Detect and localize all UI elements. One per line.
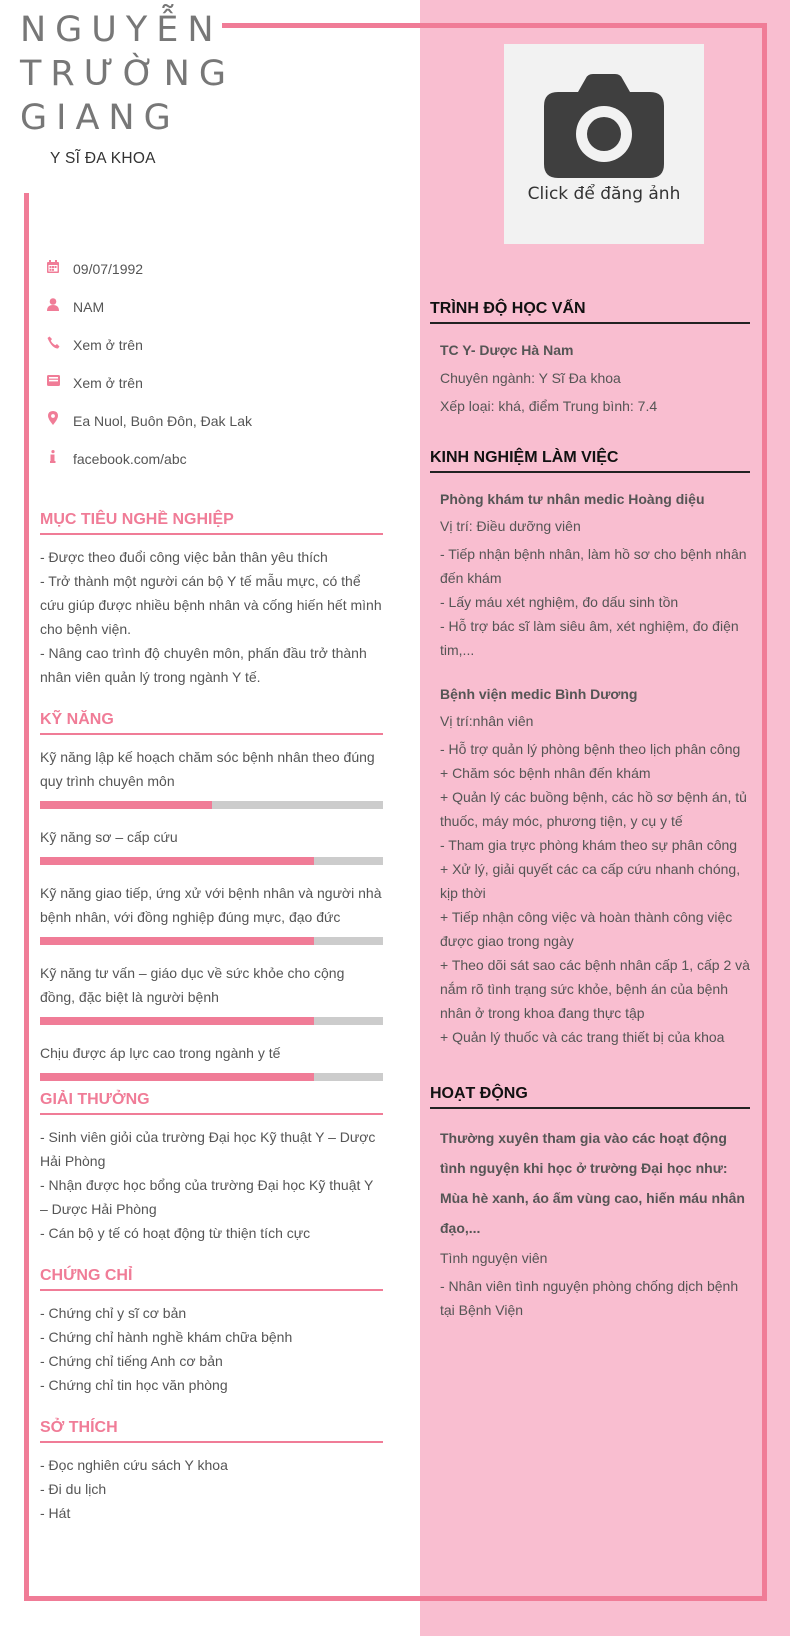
frame-right-line <box>762 23 767 1601</box>
photo-caption: Click để đăng ảnh <box>527 184 681 204</box>
objective-line: - Nâng cao trình độ chuyên môn, phấn đầu trở thành nhân viên quản lý trong ngành Y tế. <box>40 645 367 685</box>
skill-name: Kỹ năng sơ – cấp cứu <box>40 829 178 845</box>
job-company: Bệnh viện medic Bình Dương <box>440 686 638 702</box>
skills-title: KỸ NĂNG <box>40 711 383 735</box>
contact-text: Ea Nuol, Buôn Đôn, Đak Lak <box>73 413 252 429</box>
skill-name: Kỹ năng tư vấn – giáo dục về sức khỏe cho cộng đồng, đặc biệt là người bệnh <box>40 965 345 1005</box>
contact-list <box>46 258 386 486</box>
certificate-line: - Chứng chỉ tiếng Anh cơ bản <box>40 1353 223 1369</box>
education-major: Chuyên ngành: Y Sĩ Đa khoa <box>440 370 621 386</box>
award-line: - Cán bộ y tế có hoạt động từ thiện tích cực <box>40 1225 311 1241</box>
candidate-name[interactable] <box>20 8 235 140</box>
job-position: Vị trí: Điều dưỡng viên <box>440 518 581 534</box>
job-position: Vị trí:nhân viên <box>440 713 534 729</box>
skill-bar <box>40 857 383 865</box>
frame-bottom-line <box>24 1596 767 1601</box>
job-duties <box>440 542 750 662</box>
skill-bar-fill <box>40 857 314 865</box>
awards-title: GIẢI THƯỞNG <box>40 1091 383 1115</box>
section-experience <box>430 449 750 1049</box>
duty-line: + Quản lý các buồng bệnh, các hồ sơ bệnh án, tủ thuốc, máy móc, phương tiện, y cụ y tế <box>440 789 747 829</box>
contact-facebook[interactable] <box>46 448 386 486</box>
award-line: - Nhận được học bổng của trường Đại học Kỹ thuật Y – Dược Hải Phòng <box>40 1177 374 1217</box>
section-awards <box>40 1091 383 1245</box>
experience-job[interactable] <box>430 682 750 1049</box>
skill-item[interactable] <box>40 825 383 865</box>
duty-line: + Tiếp nhận công việc và hoàn thành công việc được giao trong ngày <box>440 909 733 949</box>
contact-birthdate[interactable] <box>46 258 386 296</box>
contact-text: NAM <box>73 299 105 315</box>
education-title: TRÌNH ĐỘ HỌC VẤN <box>430 300 750 324</box>
duty-line: + Chăm sóc bệnh nhân đến khám <box>440 765 651 781</box>
section-education <box>430 300 750 418</box>
duty-line: - Tham gia trực phòng khám theo sự phân công <box>440 837 738 853</box>
education-school: TC Y- Dược Hà Nam <box>440 342 574 358</box>
skill-item[interactable] <box>40 1041 383 1081</box>
name-line: TRƯỜNG <box>20 54 235 94</box>
email-icon <box>46 372 73 390</box>
duty-line: - Hỗ trợ bác sĩ làm siêu âm, xét nghiệm, đo điện tim,... <box>440 618 739 658</box>
section-activities <box>430 1085 750 1322</box>
duty-line: - Lấy máu xét nghiệm, đo dấu sinh tồn <box>440 594 679 610</box>
calendar-icon <box>46 258 73 276</box>
contact-text: 09/07/1992 <box>73 261 144 277</box>
skill-item[interactable] <box>40 745 383 809</box>
activity-entry[interactable] <box>430 1123 750 1322</box>
duty-line: + Quản lý thuốc và các trang thiết bị của khoa <box>440 1029 725 1045</box>
objective-body[interactable] <box>40 545 383 689</box>
objective-line: - Được theo đuổi công việc bản thân yêu thích <box>40 549 328 565</box>
skill-bar-fill <box>40 937 314 945</box>
contact-gender[interactable] <box>46 296 386 334</box>
skill-name: Kỹ năng giao tiếp, ứng xử với bệnh nhân và người nhà bệnh nhân, với đồng nghiệp đúng mực, đạo đức <box>40 885 382 925</box>
duty-line: - Tiếp nhận bệnh nhân, làm hồ sơ cho bệnh nhân đến khám <box>440 546 747 586</box>
education-entry[interactable] <box>430 338 750 418</box>
duty-line: + Theo dõi sát sao các bệnh nhân cấp 1, cấp 2 và nắm rõ tình trạng sức khỏe, bệnh án của bệnh nhân ở trong khoa đang thực tập <box>440 957 750 1021</box>
certificates-title: CHỨNG CHỈ <box>40 1267 383 1291</box>
job-company: Phòng khám tư nhân medic Hoàng diệu <box>440 491 705 507</box>
skill-bar <box>40 1017 383 1025</box>
skill-item[interactable] <box>40 881 383 945</box>
activity-duties <box>440 1274 750 1322</box>
contact-text: Xem ở trên <box>73 337 143 353</box>
section-skills <box>40 711 383 1081</box>
hobby-line: - Đọc nghiên cứu sách Y khoa <box>40 1457 228 1473</box>
skill-bar <box>40 937 383 945</box>
certificate-line: - Chứng chỉ tin học văn phòng <box>40 1377 228 1393</box>
hobbies-body[interactable] <box>40 1453 383 1525</box>
job-title[interactable]: Y SĨ ĐA KHOA <box>50 150 156 167</box>
skill-name: Chịu được áp lực cao trong ngành y tế <box>40 1045 281 1061</box>
skill-item[interactable] <box>40 961 383 1025</box>
certificate-line: - Chứng chỉ y sĩ cơ bản <box>40 1305 187 1321</box>
experience-title: KINH NGHIỆM LÀM VIỆC <box>430 449 750 473</box>
certificate-line: - Chứng chỉ hành nghề khám chữa bệnh <box>40 1329 293 1345</box>
contact-text: Xem ở trên <box>73 375 143 391</box>
phone-icon <box>46 334 73 352</box>
hobby-line: - Đi du lịch <box>40 1481 107 1497</box>
contact-phone[interactable] <box>46 334 386 372</box>
duty-line: - Hỗ trợ quản lý phòng bệnh theo lịch phân công <box>440 741 741 757</box>
section-certificates <box>40 1267 383 1397</box>
contact-address[interactable] <box>46 410 386 448</box>
activities-title: HOẠT ĐỘNG <box>430 1085 750 1109</box>
info-icon <box>46 448 73 466</box>
user-icon <box>46 296 73 314</box>
objective-line: - Trở thành một người cán bộ Y tế mẫu mực, có thể cứu giúp được nhiều bệnh nhân và cống hiến hết mình cho bệnh viện. <box>40 573 382 637</box>
duty-line: - Nhân viên tình nguyện phòng chống dịch bệnh tại Bệnh Viện <box>440 1278 739 1318</box>
duty-line: + Xử lý, giải quyết các ca cấp cứu nhanh chóng, kịp thời <box>440 861 741 901</box>
skill-bar-fill <box>40 1073 314 1081</box>
activity-org: Thường xuyên tham gia vào các hoạt động tình nguyện khi học ở trường Đại học như: Mùa hè xanh, áo ấm vùng cao, hiến máu nhân đạo,... <box>440 1130 745 1236</box>
skill-bar <box>40 801 383 809</box>
job-duties <box>440 737 750 1049</box>
name-line: GIANG <box>20 98 180 138</box>
skill-name: Kỹ năng lập kế hoạch chăm sóc bệnh nhân theo đúng quy trình chuyên môn <box>40 749 375 789</box>
skill-bar-fill <box>40 801 212 809</box>
education-grade: Xếp loại: khá, điểm Trung bình: 7.4 <box>440 398 658 414</box>
activity-role: Tình nguyện viên <box>440 1250 548 1266</box>
camera-icon <box>544 74 664 178</box>
experience-job[interactable] <box>430 487 750 662</box>
frame-left-line <box>24 193 29 1601</box>
location-icon <box>46 410 73 428</box>
contact-email[interactable] <box>46 372 386 410</box>
frame-top-line <box>222 23 767 28</box>
certificates-body[interactable] <box>40 1301 383 1397</box>
skill-bar-fill <box>40 1017 314 1025</box>
section-objective <box>40 511 383 689</box>
hobby-line: - Hát <box>40 1505 71 1521</box>
name-line: NGUYỄN <box>20 10 223 50</box>
hobbies-title: SỞ THÍCH <box>40 1419 383 1443</box>
section-hobbies <box>40 1419 383 1525</box>
objective-title: MỤC TIÊU NGHỀ NGHIỆP <box>40 511 383 535</box>
skill-bar <box>40 1073 383 1081</box>
contact-text: facebook.com/abc <box>73 451 187 467</box>
award-line: - Sinh viên giỏi của trường Đại học Kỹ thuật Y – Dược Hải Phòng <box>40 1129 376 1169</box>
photo-upload[interactable] <box>504 44 704 244</box>
awards-body[interactable] <box>40 1125 383 1245</box>
